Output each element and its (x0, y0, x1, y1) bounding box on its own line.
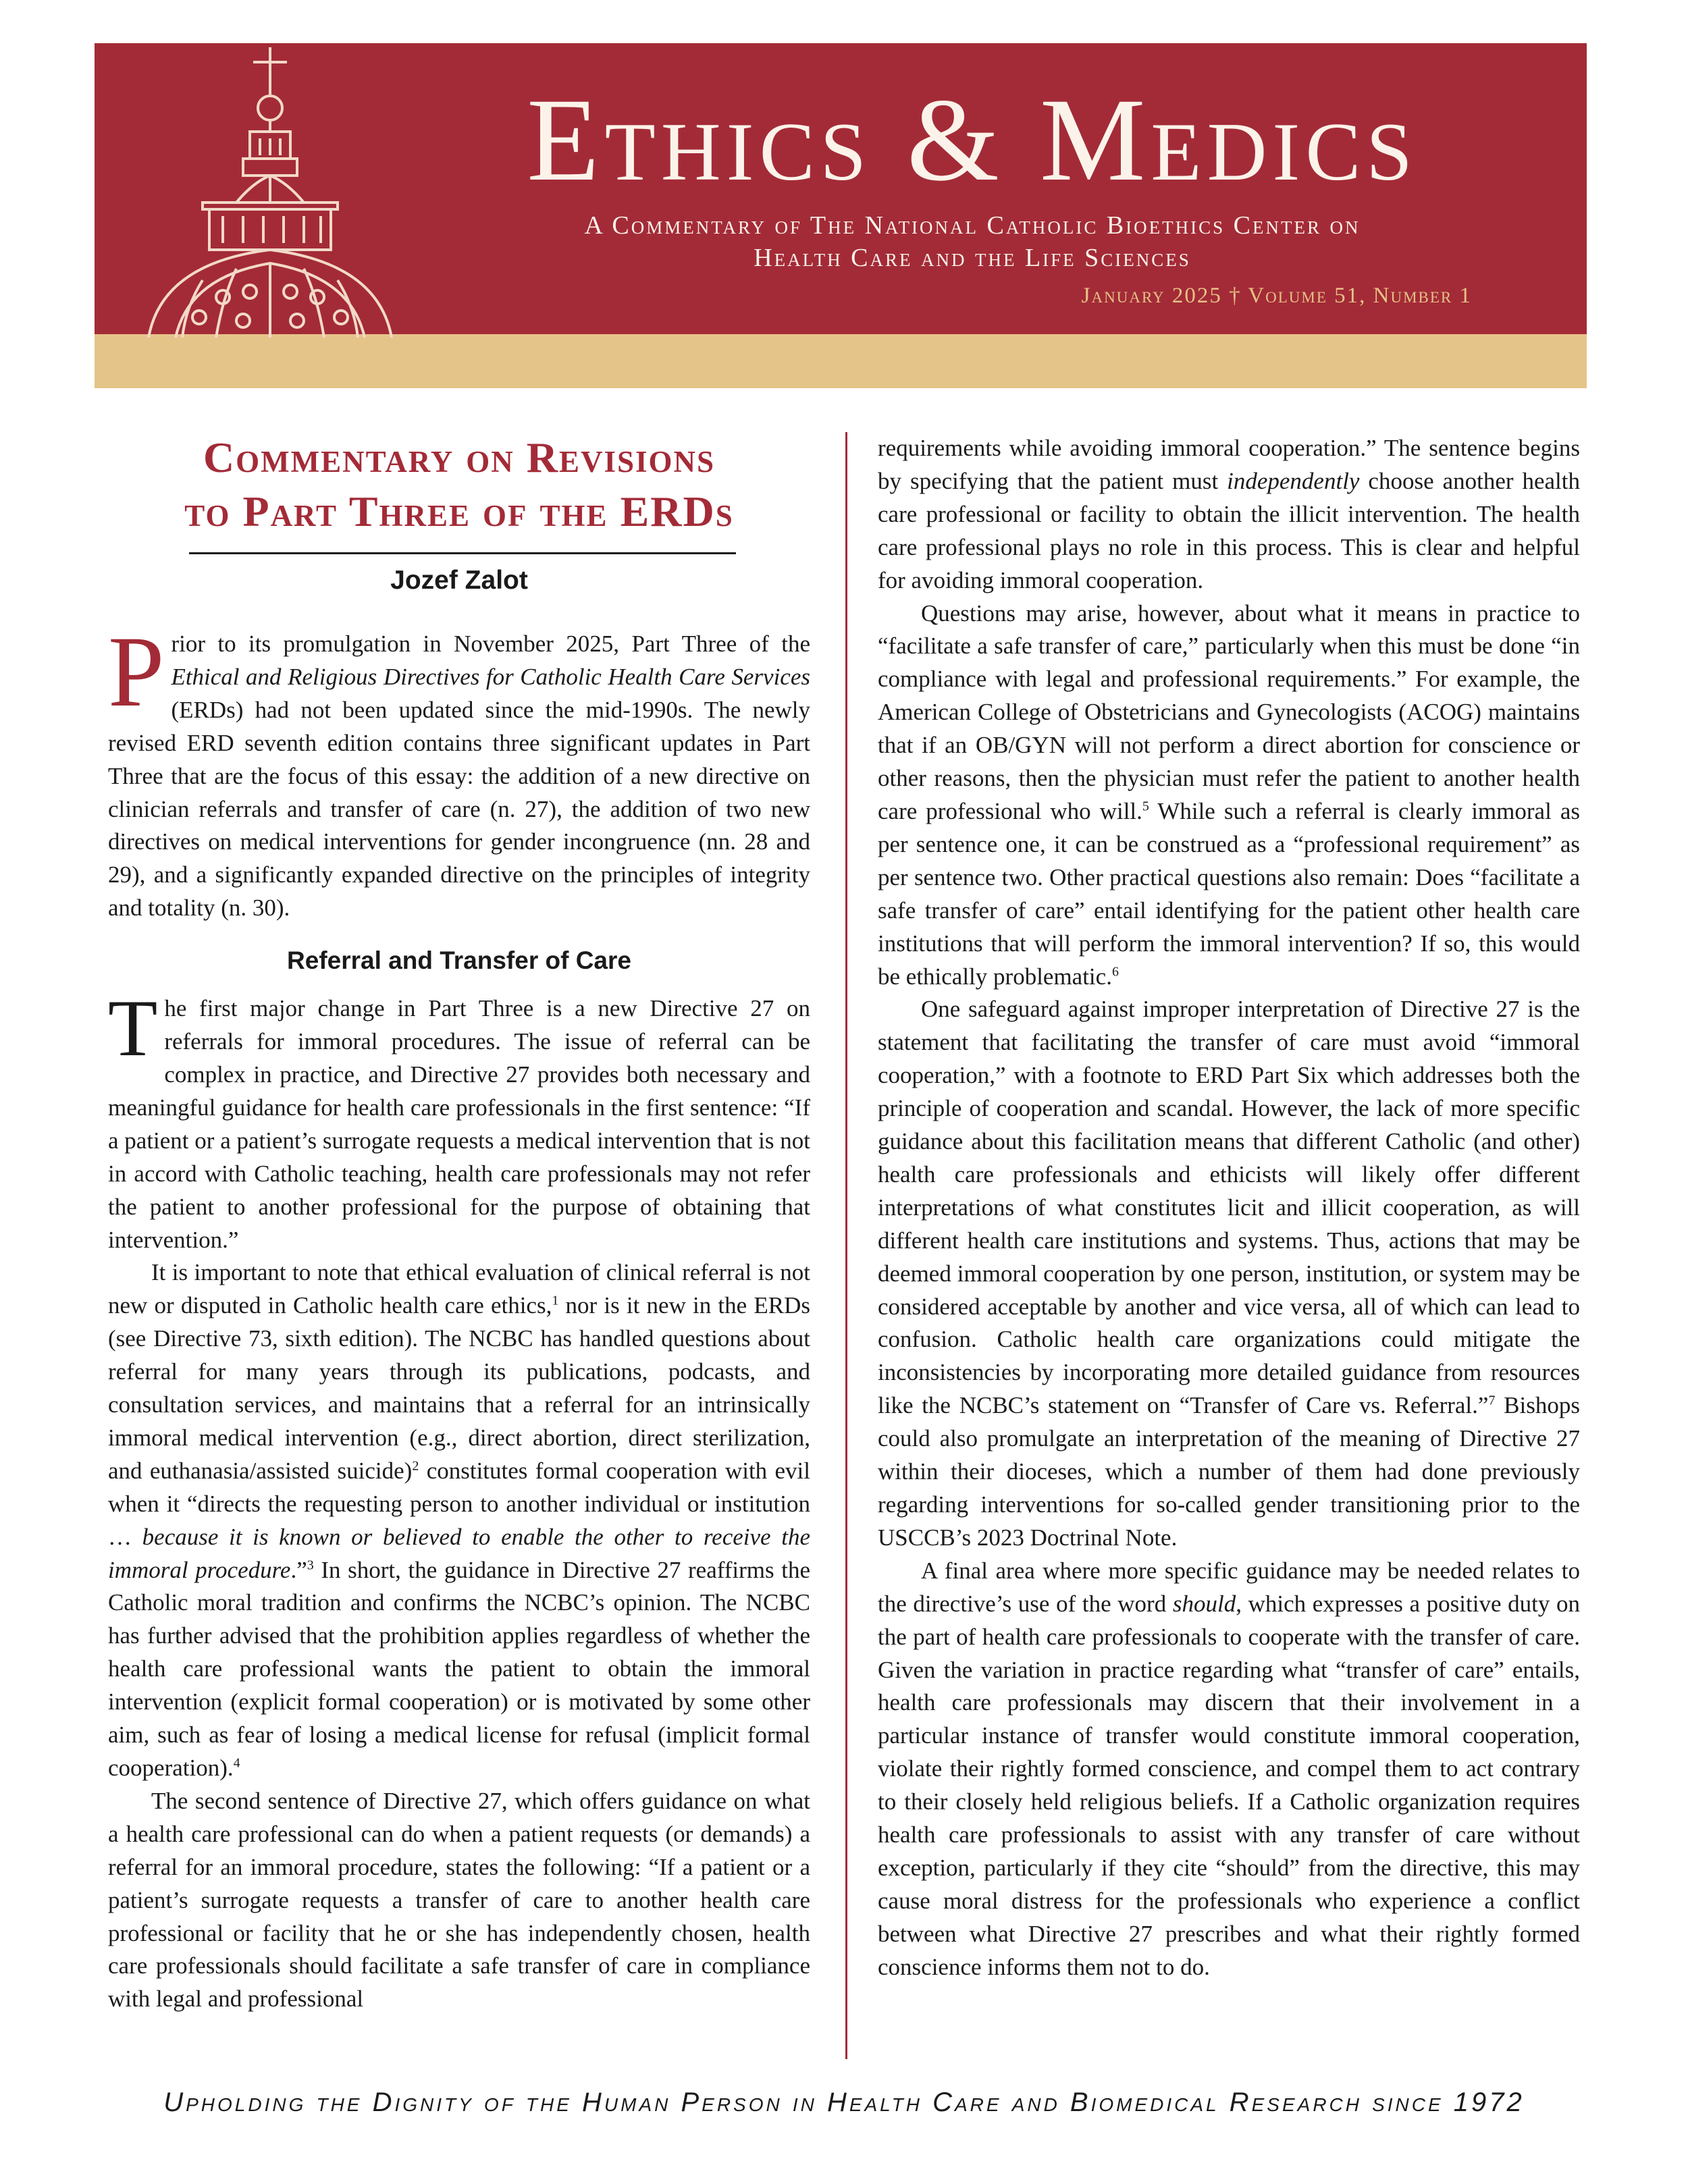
footnote-ref[interactable]: 3 (307, 1557, 314, 1572)
subtitle-line-2: Health Care and the Life Sciences (754, 244, 1191, 272)
article-title-line-2: to Part Three of the ERDs (184, 487, 734, 535)
intro-paragraph: Prior to its promulgation in November 2025, Part Three of the Ethical and Religious Directives for Catholic Health Care Services (ERDs) had not been updated since the mid-1990s. The newly revised ERD seventh edition contains three significant updates in Part Three that are the focus of this essay: the addition of a new directive on clinician referrals and transfer of care (n. 27), the addition of two new directives on medical interventions for gender incongruence (nn. 28 and 29), and a significantly expanded directive on the principles of integrity and totality (n. 30). (108, 616, 810, 922)
footnote-ref[interactable]: 6 (1111, 963, 1119, 979)
footnote-ref[interactable]: 2 (412, 1458, 419, 1474)
paragraph: Questions may arise, however, about what it means in practice to “facilitate a safe transfer of care,” particularly when this must be done “in compliance with legal and professional requirements.” For example, the American College of Obstetricians and Gynecologists (ACOG) maintains that if an OB/GYN will not perform a direct abortion for conscience or other reasons, then the physician must refer the patient to another health care professional who will.$^5$ While such a referral is clearly immoral as per sentence one, it can be construed as a “professional requirement” as per sentence two. Other practical questions also remain: Does “facilitate a safe transfer of care” entail identifying for the patient other health care institutions that will perform the immoral intervention? If so, this would be ethically problematic.$^6$ (878, 600, 1580, 990)
footnote-ref[interactable]: 5 (1142, 799, 1149, 814)
dropcap-p: P (108, 616, 165, 728)
footnote-ref[interactable]: 1 (552, 1293, 559, 1308)
footnote-ref[interactable]: 4 (233, 1755, 240, 1771)
publication-subtitle (500, 209, 1445, 274)
paragraph: requirements while avoiding immoral cooperation.” The sentence begins by specifying that the patient must independently choose another health care professional or facility to obtain the illicit intervention. The health care professional plays no role in this process. This is clear and helpful for avoiding immoral cooperation. (878, 435, 1581, 593)
title-divider (189, 552, 736, 554)
right-column (878, 432, 1580, 1984)
column-divider (845, 432, 847, 2059)
masthead-strip (95, 334, 1587, 388)
publication-title: Ethics & Medics (527, 74, 1418, 206)
paragraph: A final area where more specific guidance may be needed relates to the directive’s use of the word should, which expresses a positive duty on the part of health care professionals to cooperate with the transfer of care. Given the variation in practice regarding what “transfer of care” entails, health care professionals may discern that their involvement in a particular instance of transfer would constitute immoral cooperation, violate their rightly formed conscience, and compel them to act contrary to their closely held religious beliefs. If a Catholic organization requires health care professionals to assist with any transfer of care without exception, particularly if they cite “should” from the directive, this may cause moral distress for the professionals who experience a conflict between what Directive 27 prescribes and what their rightly formed conscience informs them not to do. (878, 1557, 1580, 1980)
author-byline: Jozef Zalot (390, 566, 528, 595)
section-subhead: Referral and Transfer of Care (287, 947, 631, 975)
article-title (111, 431, 807, 539)
paragraph: One safeguard against improper interpretation of Directive 27 is the statement that facilitating the transfer of care must avoid “immoral cooperation,” with a footnote to ERD Part Six which addresses both the principle of cooperation and scandal. However, the lack of more specific guidance about this facilitation means that different Catholic (and other) health care professionals and ethicists will likely offer different interpretations of what constitutes licit and illicit cooperation, as will different health care institutions and systems. Thus, actions that may be deemed immoral cooperation by one person, institution, or system may be considered acceptable by another and vice versa, all of which can lead to confusion. Catholic health care organizations could mitigate the inconsistencies by incorporating more detailed guidance from resources like the NCBC’s statement on “Transfer of Care vs. Referral.”$^7$ Bishops could also promulgate an interpretation of the meaning of Directive 27 within their dioceses, which a number of them had done previously regarding interventions for so-called gender transitioning prior to the USCCB’s 2023 Doctrinal Note. (878, 996, 1580, 1551)
paragraph: The first major change in Part Three is a new Directive 27 on referrals for immoral procedures. The issue of referral can be complex in practice, and Directive 27 provides both necessary and meaningful guidance for health care professionals in the first sentence: “If a patient or a patient’s surrogate requests a medical intervention that is not in accord with Catholic teaching, health care professionals may not refer the patient to another professional for the purpose of obtaining that intervention.” (108, 983, 810, 1253)
dropcap-t: T (108, 983, 158, 1073)
dome-cross-icon (135, 41, 419, 338)
paragraph: It is important to note that ethical evaluation of clinical referral is not new or disputed in Catholic health care ethics,$^1$ nor is it new in the ERDs (see Directive 73, sixth edition). The NCBC has handled questions about referral for many years through its publications, podcasts, and consultation services, and maintains that a referral for an intrinsically immoral medical intervention (e.g., direct abortion, direct sterilization, and euthanasia/assisted suicide)$^2$ constitutes formal cooperation with evil when it “directs the requesting person to another individual or institution … because it is known or believed to enable the other to receive the immoral procedure.”$^3$ In short, the guidance in Directive 27 reaffirms the Catholic moral tradition and confirms the NCBC’s opinion. The NCBC has further advised that the prohibition applies regardless of whether the health care professional wants the patient to obtain the immoral intervention (explicit formal cooperation) or is motivated by some other aim, such as fear of losing a medical license for refusal (implicit formal cooperation).$^4$ (108, 1259, 811, 1781)
footer-tagline: Upholding the Dignity of the Human Person in Health Care and Biomedical Research since 1972 (163, 2087, 1525, 2117)
issue-info: January 2025 † Volume 51, Number 1 (1081, 284, 1472, 308)
left-column (108, 616, 811, 2016)
footnote-ref[interactable]: 7 (1488, 1393, 1496, 1408)
subtitle-line-1: A Commentary of The National Catholic Bioethics Center on (584, 211, 1361, 240)
article-title-line-1: Commentary on Revisions (203, 433, 716, 481)
paragraph: The second sentence of Directive 27, which offers guidance on what a health care professional can do when a patient requests (or demands) a referral for an immoral procedure, states the following: “If a patient or a patient’s surrogate requests a transfer of care to another health care professional or facility that he or she has independently chosen, health care professionals should facilitate a safe transfer of care in compliance with legal and professional (108, 1787, 810, 2013)
